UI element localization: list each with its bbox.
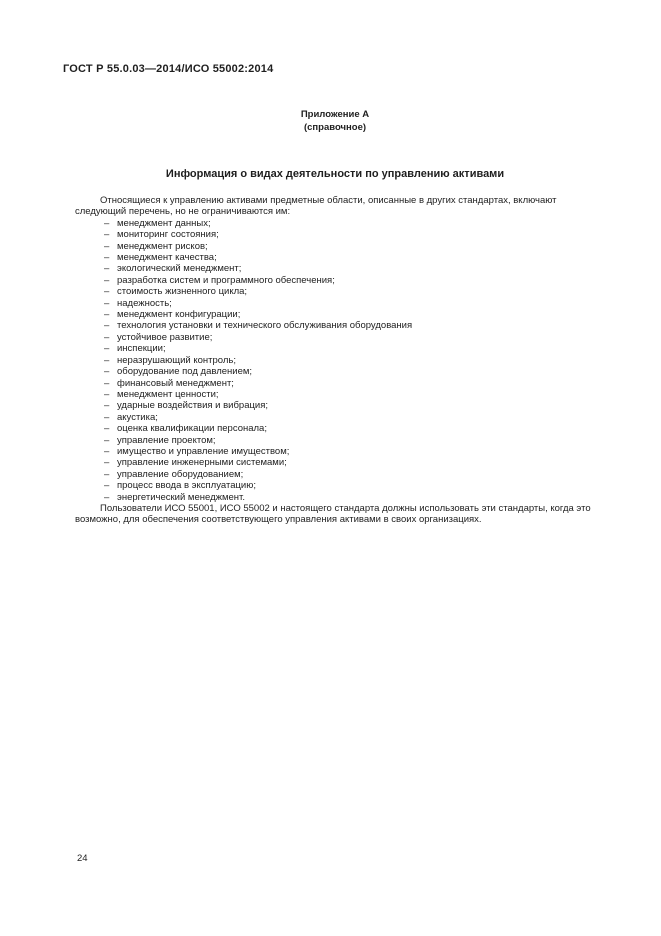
list-item (75, 423, 595, 434)
list-item (75, 412, 595, 423)
list-item-text: менеджмент конфигурации; (117, 309, 241, 321)
list-item-marker: – (104, 229, 110, 241)
list-item-marker: – (104, 286, 110, 298)
list-item-marker: – (104, 263, 110, 275)
list-item-text: менеджмент ценности; (117, 388, 219, 400)
list-item (75, 492, 595, 503)
list-item-marker: – (104, 457, 110, 469)
list-item-marker: – (104, 480, 110, 492)
list-item-marker: – (104, 354, 110, 366)
list-item-text: ударные воздействия и вибрация; (117, 400, 269, 412)
annex-kind: (справочное) (303, 122, 367, 133)
page-number: 24 (77, 853, 88, 864)
annex-name: Приложение А (300, 109, 370, 120)
list-item-text: экологический менеджмент; (117, 263, 242, 275)
list-item (75, 366, 595, 377)
list-item-text: стоимость жизненного цикла; (117, 286, 248, 298)
list-item-text: неразрушающий контроль; (117, 354, 237, 366)
list-item-marker: – (104, 309, 110, 321)
list-item (75, 320, 595, 331)
list-item-text: финансовый менеджмент; (117, 377, 234, 389)
list-item-marker: – (104, 388, 110, 400)
list-item-marker: – (104, 377, 110, 389)
page-title: Информация о видах деятельности по управлению активами (165, 168, 505, 180)
document-header: ГОСТ Р 55.0.03—2014/ИСО 55002:2014 (63, 63, 274, 75)
list-item-text: менеджмент рисков; (117, 240, 208, 252)
list-item (75, 298, 595, 309)
list-item (75, 241, 595, 252)
list-item (75, 400, 595, 411)
list-item-text: инспекции; (117, 343, 166, 355)
list-item-marker: – (104, 240, 110, 252)
list-item-text: надежность; (117, 297, 172, 309)
closing-paragraph: Пользователи ИСО 55001, ИСО 55002 и настоящего стандарта должны использовать эти стандарты, когда это возможно, для обеспечения соответствующего управления активами в своих организациях. (75, 502, 591, 526)
list-item-marker: – (104, 400, 110, 412)
list-item-marker: – (104, 331, 110, 343)
list-item-text: технология установки и технического обслуживания оборудования (117, 320, 413, 332)
list-item (75, 389, 595, 400)
list-item (75, 378, 595, 389)
list-item (75, 275, 595, 286)
list-item-marker: – (104, 468, 110, 480)
list-item-text: имущество и управление имуществом; (117, 445, 290, 457)
list-item-marker: – (104, 297, 110, 309)
list-item-text: акустика; (117, 411, 158, 423)
list-item (75, 480, 595, 491)
list-item (75, 355, 595, 366)
list-item (75, 263, 595, 274)
list-item-marker: – (104, 434, 110, 446)
list-item (75, 286, 595, 297)
list-item-marker: – (104, 252, 110, 264)
list-item (75, 218, 595, 229)
list-item (75, 435, 595, 446)
list-item (75, 469, 595, 480)
list-item-marker: – (104, 343, 110, 355)
list-item-text: процесс ввода в эксплуатацию; (117, 480, 256, 492)
list-item-text: управление оборудованием; (117, 468, 244, 480)
annex-heading (75, 108, 595, 134)
list-item-text: менеджмент данных; (117, 217, 211, 229)
list-item-text: управление инженерными системами; (117, 457, 287, 469)
list-item-text: разработка систем и программного обеспечения; (117, 274, 335, 286)
list-item-marker: – (104, 274, 110, 286)
activity-list (75, 218, 595, 503)
list-item (75, 229, 595, 240)
list-item-marker: – (104, 423, 110, 435)
list-item (75, 252, 595, 263)
list-item-marker: – (104, 491, 110, 503)
list-item-marker: – (104, 445, 110, 457)
list-item-text: мониторинг состояния; (117, 229, 219, 241)
list-item (75, 332, 595, 343)
list-item-marker: – (104, 366, 110, 378)
list-item-text: энергетический менеджмент. (117, 491, 245, 503)
list-item-marker: – (104, 217, 110, 229)
list-item-text: устойчивое развитие; (117, 331, 213, 343)
list-item-text: управление проектом; (117, 434, 216, 446)
list-item-text: оборудование под давлением; (117, 366, 253, 378)
intro-paragraph: Относящиеся к управлению активами предметные области, описанные в других стандартах, включают следующий перечень, но не ограничиваются им: (75, 195, 557, 218)
document-body (75, 195, 595, 526)
list-item-marker: – (104, 411, 110, 423)
list-item (75, 446, 595, 457)
list-item-text: оценка квалификации персонала; (117, 423, 267, 435)
list-item-marker: – (104, 320, 110, 332)
list-item (75, 343, 595, 354)
list-item (75, 309, 595, 320)
list-item-text: менеджмент качества; (117, 252, 217, 264)
list-item (75, 457, 595, 468)
